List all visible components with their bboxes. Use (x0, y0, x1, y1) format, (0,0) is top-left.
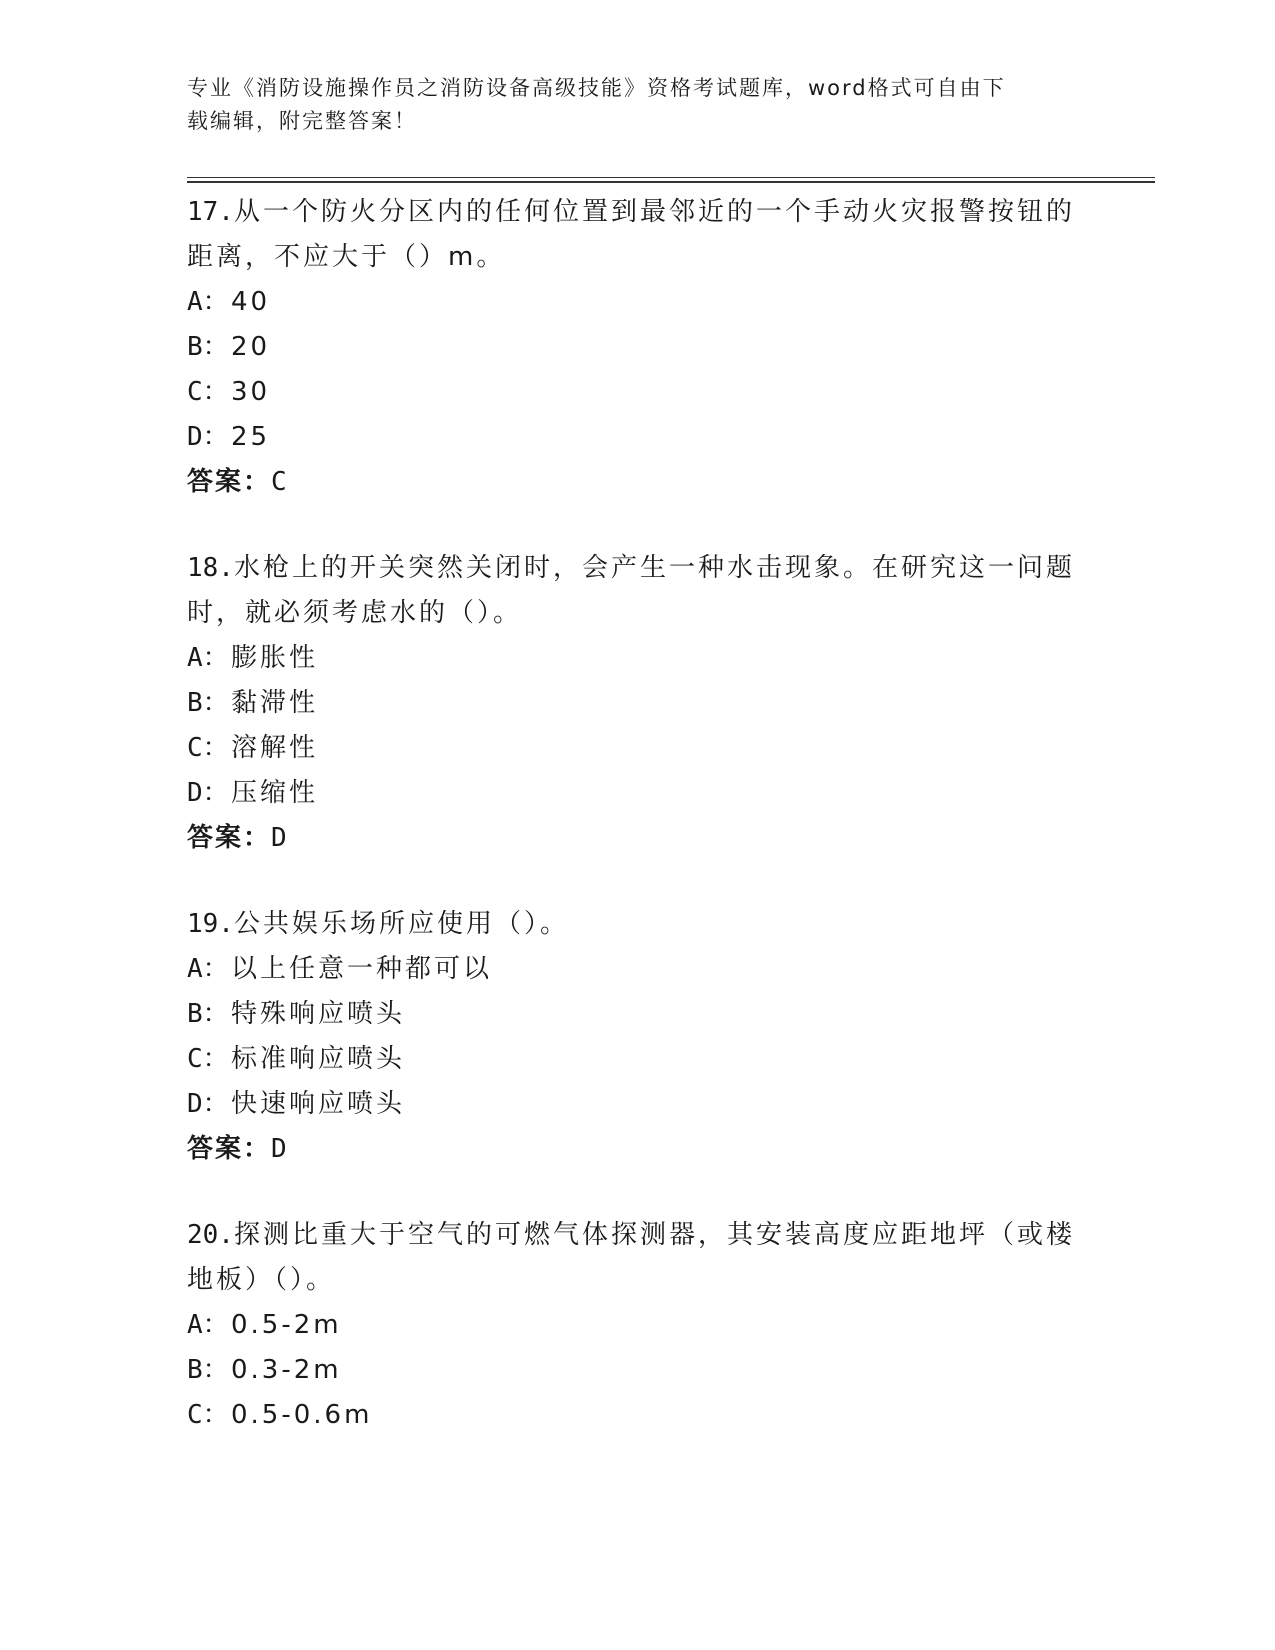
option-c (187, 1393, 1087, 1438)
answer-value: D (271, 823, 289, 853)
question-20 (187, 1213, 1087, 1438)
option-text: 以上任意一种都可以 (231, 954, 493, 984)
option-text: 膨胀性 (231, 643, 319, 673)
option-text: 标准响应喷头 (231, 1044, 406, 1074)
option-key: D： (187, 778, 229, 808)
option-key: C： (187, 377, 229, 407)
question-number: 19. (187, 909, 234, 939)
question-text: 从一个防火分区内的任何位置到最邻近的一个手动火灾报警按钮的距离，不应大于（）m。 (187, 197, 1075, 272)
option-key: B： (187, 1355, 229, 1385)
option-text: 特殊响应喷头 (231, 999, 406, 1029)
option-d (187, 415, 1087, 460)
question-18 (187, 546, 1087, 861)
option-key: C： (187, 1044, 229, 1074)
option-text: 0.5-0.6m (231, 1400, 373, 1430)
option-key: A： (187, 287, 229, 317)
option-text: 25 (231, 422, 271, 452)
answer-line (187, 1127, 1087, 1172)
option-text: 快速响应喷头 (231, 1089, 406, 1119)
option-text: 40 (231, 287, 271, 317)
option-key: A： (187, 643, 229, 673)
option-text: 0.3-2m (231, 1355, 342, 1385)
header-line-2: 载编辑，附完整答案！ (187, 109, 417, 133)
question-number: 18. (187, 553, 234, 583)
question-number: 20. (187, 1220, 234, 1250)
option-key: A： (187, 1310, 229, 1340)
answer-line (187, 460, 1087, 505)
question-stem (187, 190, 1087, 280)
option-d (187, 1082, 1087, 1127)
question-19 (187, 902, 1087, 1172)
header-divider-thin (187, 177, 1155, 178)
option-key: B： (187, 999, 229, 1029)
option-a (187, 1303, 1087, 1348)
question-stem (187, 902, 1087, 947)
option-b (187, 325, 1087, 370)
question-text: 水枪上的开关突然关闭时，会产生一种水击现象。在研究这一问题时，就必须考虑水的（）。 (187, 553, 1075, 628)
option-c (187, 370, 1087, 415)
option-b (187, 1348, 1087, 1393)
option-text: 黏滞性 (231, 688, 319, 718)
question-text: 公共娱乐场所应使用（）。 (233, 909, 569, 939)
question-17 (187, 190, 1087, 505)
option-a (187, 636, 1087, 681)
answer-value: C (271, 467, 289, 497)
option-key: B： (187, 688, 229, 718)
option-key: C： (187, 1400, 229, 1430)
option-a (187, 947, 1087, 992)
question-number: 17. (187, 197, 234, 227)
option-key: D： (187, 422, 229, 452)
option-c (187, 726, 1087, 771)
question-text: 探测比重大于空气的可燃气体探测器，其安装高度应距地坪（或楼地板）（）。 (187, 1220, 1075, 1295)
option-text: 0.5-2m (231, 1310, 342, 1340)
option-key: B： (187, 332, 229, 362)
header-line-1: 专业《消防设施操作员之消防设备高级技能》资格考试题库，word格式可自由下 (187, 76, 1006, 100)
answer-line (187, 816, 1087, 861)
option-b (187, 681, 1087, 726)
option-key: C： (187, 733, 229, 763)
option-text: 压缩性 (231, 778, 319, 808)
option-c (187, 1037, 1087, 1082)
question-stem (187, 1213, 1087, 1303)
answer-label: 答案： (187, 1134, 272, 1164)
option-key: D： (187, 1089, 229, 1119)
document-header (187, 72, 1067, 138)
answer-label: 答案： (187, 823, 272, 853)
option-b (187, 992, 1087, 1037)
option-text: 30 (231, 377, 271, 407)
question-stem (187, 546, 1087, 636)
answer-value: D (271, 1134, 289, 1164)
option-d (187, 771, 1087, 816)
option-text: 溶解性 (231, 733, 319, 763)
option-text: 20 (231, 332, 271, 362)
option-a (187, 280, 1087, 325)
option-key: A： (187, 954, 229, 984)
answer-label: 答案： (187, 467, 272, 497)
header-divider-thick (187, 181, 1155, 183)
question-list (187, 190, 1087, 1479)
